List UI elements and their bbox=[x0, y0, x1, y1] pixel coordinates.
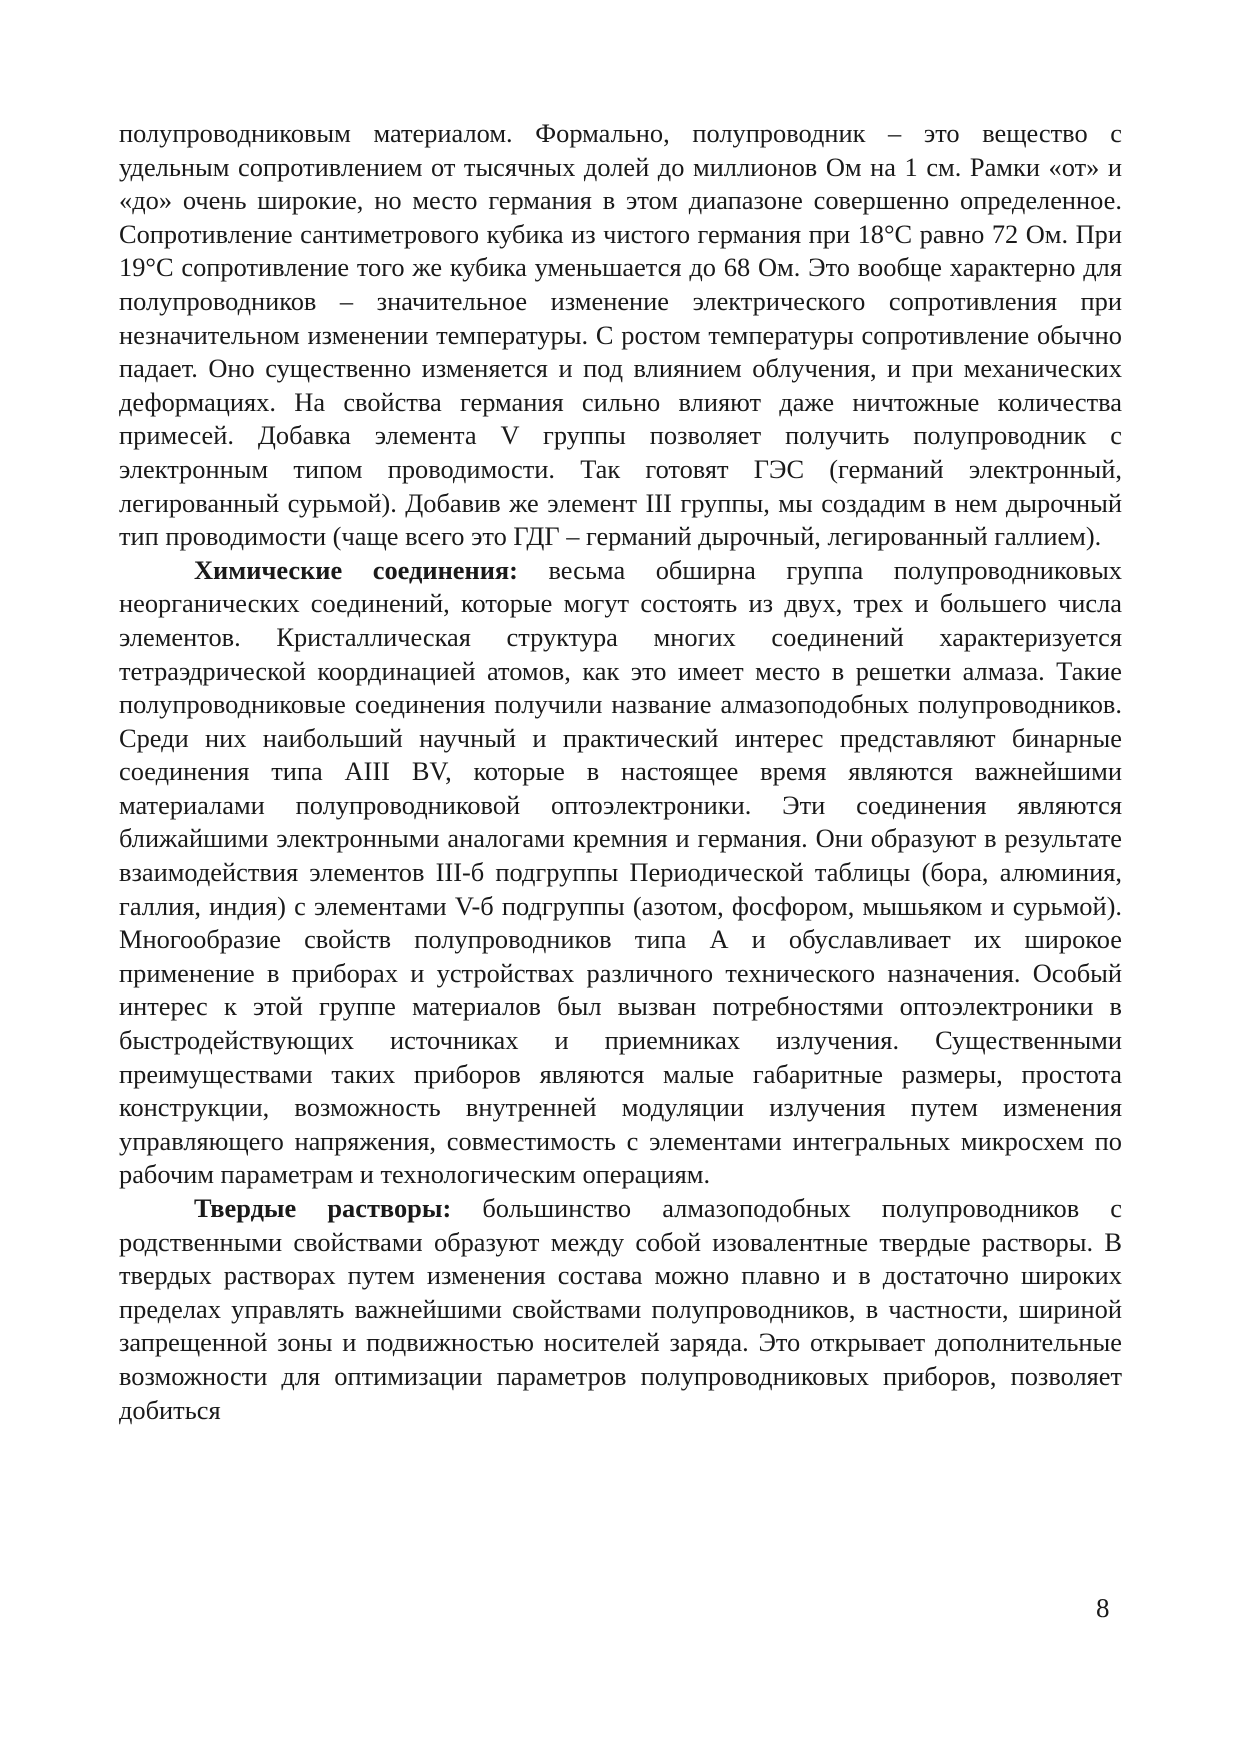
paragraph-germanium-properties bbox=[119, 117, 1122, 554]
document-page bbox=[119, 117, 1122, 1427]
paragraph-heading-term: Химические соединения: bbox=[194, 554, 518, 585]
paragraph-text: большинство алмазоподобных полупроводников с родственными свойствами образуют между собой изовалентные твердые растворы. В твердых растворах путем изменения состава можно плавно и в достаточно широких пределах управлять важнейшими свойствами полупроводников, в частности, шириной запрещенной зоны и подвижностью носителей заряда. Это открывает дополнительные возможности для оптимизации параметров полупроводниковых приборов, позволяет добиться bbox=[119, 1193, 1122, 1425]
paragraph-chemical-compounds bbox=[119, 554, 1122, 1192]
paragraph-heading-term: Твердые растворы: bbox=[194, 1193, 452, 1223]
paragraph-text: весьма обширна группа полупроводниковых неорганических соединений, которые могут состоять из двух, трех и большего числа элементов. Кристаллическая структура многих соединений характеризуется тетраэдрической координацией атомов, как это имеет место в решетки алмаза. Такие полупроводниковые соединения получили название алмазоподобных полупроводников. Среди них наибольший научный и практический интерес представляют бинарные соединения типа AIII BV, которые в настоящее время являются важнейшими материалами полупроводниковой оптоэлектроники. Эти соединения являются ближайшими электронными аналогами кремния и германия. Они образуют в результате взаимодействия элементов III-б подгруппы Периодической таблицы (бора, алюминия, галлия, индия) с элементами V-б подгруппы (азотом, фосфором, мышьяком и сурьмой). Многообразие свойств полупроводников типа А и обуславливает их широкое применение в приборах и устройствах различного технического назначения. Особый интерес к этой группе материалов был вызван потребностями оптоэлектроники в быстродействующих источниках и приемниках излучения. Существенными преимуществами таких приборов являются малые габаритные размеры, простота конструкции, возможность внутренней модуляции излучения путем изменения управляющего напряжения, совместимость с элементами интегральных микросхем по рабочим параметрам и технологическим операциям. bbox=[119, 554, 1122, 1190]
paragraph-solid-solutions bbox=[119, 1192, 1122, 1427]
page-number: 8 bbox=[1096, 1593, 1110, 1623]
paragraph-text: полупроводниковым материалом. Формально, полупроводник – это вещество с удельным сопротивлением от тысячных долей до миллионов Ом на 1 см. Рамки «от» и «до» очень широкие, но место германия в этом диапазоне совершенно определенное. Сопротивление сантиметрового кубика из чистого германия при 18°С равно 72 Ом. При 19°С сопротивление того же кубика уменьшается до 68 Ом. Это вообще характерно для полупроводников – значительное изменение электрического сопротивления при незначительном изменении температуры. С ростом температуры сопротивление обычно падает. Оно существенно изменяется и под влиянием облучения, и при механических деформациях. На свойства германия сильно влияют даже ничтожные количества примесей. Добавка элемента V группы позволяет получить полупроводник с электронным типом проводимости. Так готовят ГЭС (германий электронный, легированный сурьмой). Добавив же элемент III группы, мы создадим в нем дырочный тип проводимости (чаще всего это ГДГ – германий дырочный, легированный галлием). bbox=[119, 118, 1122, 552]
